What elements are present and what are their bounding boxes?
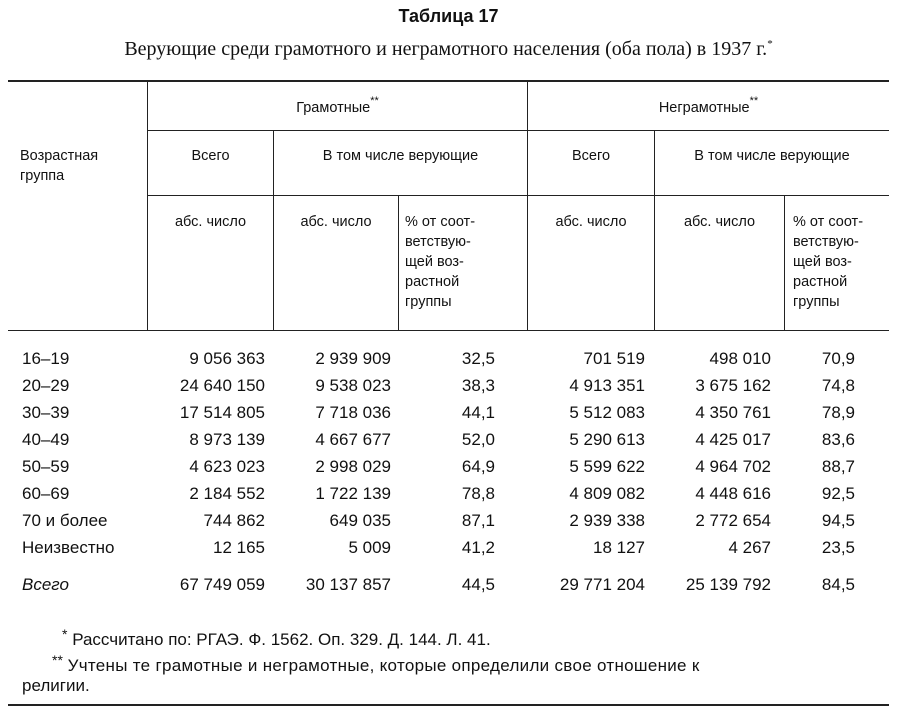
footnote-scope [52, 648, 882, 678]
total-ill-total-cell: 29 771 204 [559, 575, 645, 594]
title-footnote-mark: * [767, 38, 773, 50]
header-literate [148, 95, 527, 118]
total-label-cell: Всего [22, 575, 69, 594]
header-lit-percent [405, 212, 525, 312]
pct-line: % от соот- [405, 214, 476, 230]
ill-total-cell: 701 519 [583, 349, 645, 368]
header-literate-mark: ** [370, 95, 379, 107]
lit-total-cell: 24 640 150 [179, 376, 265, 395]
header-lit-total: Всего [191, 148, 230, 164]
lit-believers-cell: 7 718 036 [315, 403, 391, 422]
table-row [0, 454, 897, 480]
vline-ill-abs [784, 196, 785, 331]
header-illiterate-label: Неграмотные [658, 100, 750, 116]
ill-total-cell: 4 809 082 [569, 484, 645, 503]
lit-percent-cell: 52,0 [461, 430, 495, 449]
age-cell: 40–49 [22, 430, 70, 449]
header-group-rule [147, 130, 889, 131]
header-ill-total-abs: абс. число [555, 214, 627, 230]
ill-total-cell: 5 290 613 [569, 430, 645, 449]
pct-line: % от соот- [793, 214, 864, 230]
header-lit-total-abs: абс. число [174, 214, 247, 230]
ill-percent-cell: 94,5 [821, 511, 855, 530]
age-cell: 30–39 [22, 403, 70, 422]
ill-believers-cell: 4 425 017 [695, 430, 771, 449]
pct-line: группы [405, 294, 452, 310]
lit-total-cell: 9 056 363 [189, 349, 265, 368]
header-ill-believers: В том числе верующие [694, 148, 850, 164]
footnote-mark: * [62, 626, 68, 642]
pct-line: ветствую- [793, 234, 859, 250]
lit-total-cell: 2 184 552 [189, 484, 265, 503]
ill-total-cell: 5 512 083 [569, 403, 645, 422]
ill-percent-cell: 92,5 [821, 484, 855, 503]
age-cell: 60–69 [22, 484, 70, 503]
lit-total-cell: 8 973 139 [189, 430, 265, 449]
footnote-scope-text: Учтены те грамотные и неграмотные, которые определили свое отношение к [67, 656, 700, 675]
total-lit-percent-cell: 44,5 [461, 575, 495, 594]
pct-line: щей воз- [405, 254, 464, 270]
header-age-group [20, 146, 145, 186]
lit-believers-cell: 9 538 023 [315, 376, 391, 395]
lit-believers-cell: 2 998 029 [315, 457, 391, 476]
lit-percent-cell: 41,2 [461, 538, 495, 557]
ill-believers-cell: 3 675 162 [695, 376, 771, 395]
lit-percent-cell: 87,1 [461, 511, 495, 530]
header-bottom-rule [8, 330, 889, 331]
pct-line: растной [793, 274, 848, 290]
age-cell: 16–19 [22, 349, 70, 368]
lit-total-cell: 17 514 805 [179, 403, 265, 422]
header-illiterate [528, 95, 889, 118]
vline-age [147, 81, 148, 331]
header-ill-total: Всего [571, 148, 611, 164]
ill-believers-cell: 4 267 [728, 538, 771, 557]
ill-total-cell: 18 127 [593, 538, 645, 557]
lit-believers-cell: 2 939 909 [315, 349, 391, 368]
header-ill-percent [793, 212, 889, 312]
pct-line: щей воз- [793, 254, 852, 270]
ill-percent-cell: 70,9 [821, 349, 855, 368]
ill-believers-cell: 4 350 761 [695, 403, 771, 422]
header-literate-label: Грамотные [296, 100, 371, 116]
pct-line: растной [405, 274, 460, 290]
ill-percent-cell: 83,6 [821, 430, 855, 449]
age-cell: 20–29 [22, 376, 70, 395]
age-cell: 70 и более [22, 511, 108, 530]
ill-believers-cell: 4 448 616 [695, 484, 771, 503]
lit-percent-cell: 64,9 [461, 457, 495, 476]
lit-total-cell: 4 623 023 [189, 457, 265, 476]
table-row [0, 535, 897, 561]
table-row [0, 481, 897, 507]
table-total-row [0, 572, 897, 598]
pct-line: ветствую- [405, 234, 471, 250]
footnote-scope-continuation: религии. [22, 676, 90, 695]
total-ill-believers-cell: 25 139 792 [685, 575, 771, 594]
total-lit-believers-cell: 30 137 857 [305, 575, 391, 594]
vline-groups [527, 81, 528, 331]
pct-line: группы [793, 294, 840, 310]
lit-percent-cell: 32,5 [461, 349, 495, 368]
lit-believers-cell: 649 035 [329, 511, 391, 530]
age-cell: 50–59 [22, 457, 70, 476]
header-age-line2: группа [20, 168, 65, 184]
ill-total-cell: 5 599 622 [569, 457, 645, 476]
ill-believers-cell: 498 010 [709, 349, 771, 368]
total-lit-total-cell: 67 749 059 [179, 575, 265, 594]
header-sub-rule [147, 195, 889, 196]
ill-percent-cell: 74,8 [821, 376, 855, 395]
ill-total-cell: 4 913 351 [569, 376, 645, 395]
header-ill-bel-abs: абс. число [683, 214, 756, 230]
table-row [0, 427, 897, 453]
lit-total-cell: 744 862 [203, 511, 265, 530]
table-title [0, 38, 897, 61]
ill-percent-cell: 78,9 [821, 403, 855, 422]
header-illiterate-mark: ** [749, 95, 759, 107]
age-cell: Неизвестно [22, 538, 115, 557]
ill-percent-cell: 23,5 [821, 538, 855, 557]
lit-percent-cell: 38,3 [461, 376, 495, 395]
total-ill-percent-cell: 84,5 [821, 575, 855, 594]
ill-believers-cell: 4 964 702 [695, 457, 771, 476]
ill-percent-cell: 88,7 [821, 457, 855, 476]
lit-believers-cell: 5 009 [348, 538, 391, 557]
table-row [0, 508, 897, 534]
table-row [0, 346, 897, 372]
lit-total-cell: 12 165 [213, 538, 265, 557]
header-lit-bel-abs: абс. число [300, 214, 372, 230]
table-number: Таблица 17 [398, 6, 499, 26]
lit-percent-cell: 44,1 [461, 403, 495, 422]
page-bottom-rule [8, 704, 889, 706]
lit-believers-cell: 4 667 677 [315, 430, 391, 449]
footnote-source-text: Рассчитано по: РГАЭ. Ф. 1562. Оп. 329. Д. 144. Л. 41. [72, 630, 491, 649]
lit-percent-cell: 78,8 [461, 484, 495, 503]
lit-believers-cell: 1 722 139 [315, 484, 391, 503]
header-lit-believers: В том числе верующие [322, 148, 479, 164]
ill-total-cell: 2 939 338 [569, 511, 645, 530]
footnote-mark: ** [52, 652, 63, 668]
vline-lit-abs [398, 196, 399, 331]
table-row [0, 373, 897, 399]
table-row [0, 400, 897, 426]
table-top-rule [8, 80, 889, 82]
title-text: Верующие среди грамотного и неграмотного населения (оба пола) в 1937 г. [124, 38, 768, 60]
ill-believers-cell: 2 772 654 [695, 511, 771, 530]
header-age-line1: Возрастная [20, 148, 99, 164]
